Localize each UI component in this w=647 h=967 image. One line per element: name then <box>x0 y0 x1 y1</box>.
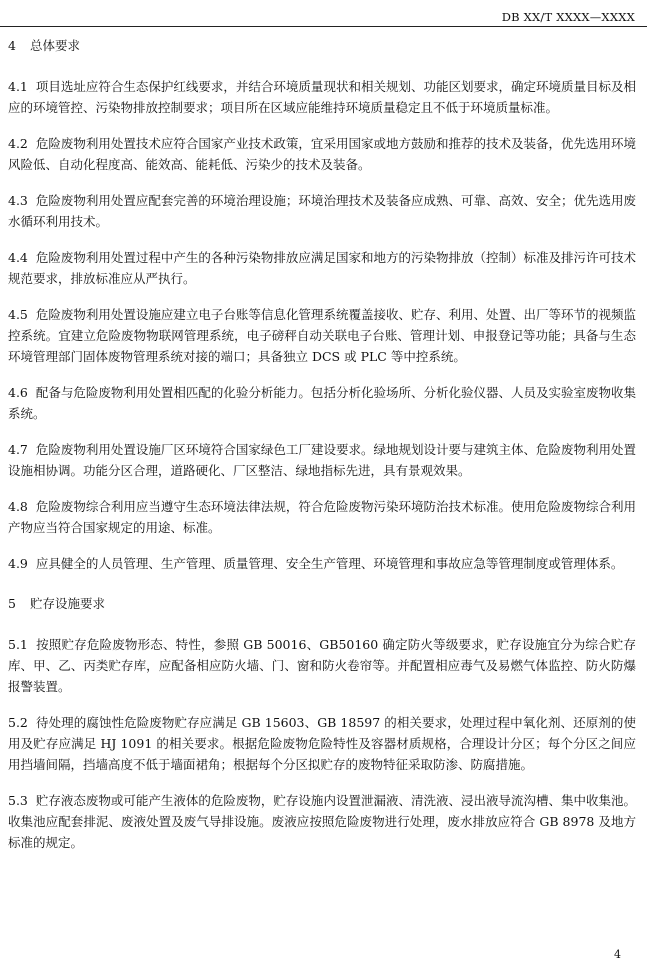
clause-number: 4.5 <box>8 307 28 322</box>
clause-number: 4.2 <box>8 136 28 151</box>
clause-number: 4.4 <box>8 250 28 265</box>
section-number: 4 <box>8 38 16 53</box>
clause-number: 5.2 <box>8 715 28 730</box>
clause-4-5 <box>8 304 636 367</box>
clause-number: 4.3 <box>8 193 28 208</box>
clause-text: 危险废物利用处置设施厂区环境符合国家绿色工厂建设要求。绿地规划设计要与建筑主体、危险废物利用处置设施相协调。功能分区合理，道路硬化、厂区整洁、绿地指标先进，具有景观效果。 <box>8 442 636 478</box>
header-divider <box>0 26 647 27</box>
section-heading-5 <box>8 594 636 614</box>
clause-4-9 <box>8 553 636 574</box>
clause-text: 贮存液态废物或可能产生液体的危险废物，贮存设施内设置泄漏液、清洗液、浸出液导流沟槽、集中收集池。收集池应配套排泥、废液处置及废气导排设施。废液应按照危险废物进行处理，废水排放应符合 GB 8978 及地方标准的规定。 <box>8 793 636 850</box>
clause-5-2 <box>8 712 636 775</box>
clause-text: 按照贮存危险废物形态、特性，参照 GB 50016、GB50160 确定防火等级要求，贮存设施宜分为综合贮存库、甲、乙、丙类贮存库，应配备相应防火墙、门、窗和防火卷帘等。并配置相应毒气及易燃气体监控、防火防爆报警装置。 <box>8 637 636 694</box>
section-number: 5 <box>8 596 16 611</box>
clause-number: 4.9 <box>8 556 28 571</box>
clause-4-8 <box>8 496 636 538</box>
clause-5-3 <box>8 790 636 853</box>
page-number: 4 <box>614 948 621 961</box>
clause-text: 危险废物利用处置设施应建立电子台账等信息化管理系统覆盖接收、贮存、利用、处置、出厂等环节的视频监控系统。宜建立危险废物物联网管理系统，电子磅秤自动关联电子台账、管理计划、申报登记等功能；具备与生态环境管理部门固体废物管理系统对接的端口；具备独立 DCS 或 PLC 等中控系统。 <box>8 307 636 364</box>
clause-text: 危险废物利用处置过程中产生的各种污染物排放应满足国家和地方的污染物排放（控制）标准及排污许可技术规范要求，排放标准应从严执行。 <box>8 250 636 286</box>
document-body <box>8 36 636 853</box>
clause-4-7 <box>8 439 636 481</box>
clause-number: 4.1 <box>8 79 28 94</box>
clause-text: 危险废物利用处置应配套完善的环境治理设施；环境治理技术及装备应成熟、可靠、高效、安全；优先选用废水循环利用技术。 <box>8 193 636 229</box>
clause-number: 4.6 <box>8 385 28 400</box>
clause-number: 5.1 <box>8 637 28 652</box>
clause-text: 应具健全的人员管理、生产管理、质量管理、安全生产管理、环境管理和事故应急等管理制度或管理体系。 <box>35 556 624 571</box>
clause-5-1 <box>8 634 636 697</box>
clause-number: 4.7 <box>8 442 28 457</box>
clause-text: 待处理的腐蚀性危险废物贮存应满足 GB 15603、GB 18597 的相关要求，处理过程中氧化剂、还原剂的使用及贮存应满足 HJ 1091 的相关要求。根据危险废物危险特性及容器材质规格，合理设计分区；每个分区之间应用挡墙间隔，挡墙高度不低于墙面裙角；根据每个分区拟贮存的废物特征采取防渗、防腐措施。 <box>8 715 636 772</box>
clause-text: 项目选址应符合生态保护红线要求，并结合环境质量现状和相关规划、功能区划要求，确定环境质量目标及相应的环境管控、污染物排放控制要求；项目所在区域应能维持环境质量稳定且不低于环境质量标准。 <box>8 79 636 115</box>
clause-number: 5.3 <box>8 793 28 808</box>
section-title: 贮存设施要求 <box>30 596 106 611</box>
clause-text: 危险废物利用处置技术应符合国家产业技术政策，宜采用国家或地方鼓励和推荐的技术及装备，优先选用环境风险低、自动化程度高、能效高、能耗低、污染少的技术及装备。 <box>8 136 636 172</box>
section-heading-4 <box>8 36 636 56</box>
clause-number: 4.8 <box>8 499 28 514</box>
clause-4-4 <box>8 247 636 289</box>
clause-4-6 <box>8 382 636 424</box>
clause-4-3 <box>8 190 636 232</box>
section-title: 总体要求 <box>30 38 81 53</box>
clause-text: 配备与危险废物利用处置相匹配的化验分析能力。包括分析化验场所、分析化验仪器、人员及实验室废物收集系统。 <box>8 385 636 421</box>
clause-text: 危险废物综合利用应当遵守生态环境法律法规，符合危险废物污染环境防治技术标准。使用危险废物综合利用产物应当符合国家规定的用途、标准。 <box>8 499 636 535</box>
document-code: DB XX/T XXXX—XXXX <box>501 10 635 24</box>
clause-4-1 <box>8 76 636 118</box>
clause-4-2 <box>8 133 636 175</box>
